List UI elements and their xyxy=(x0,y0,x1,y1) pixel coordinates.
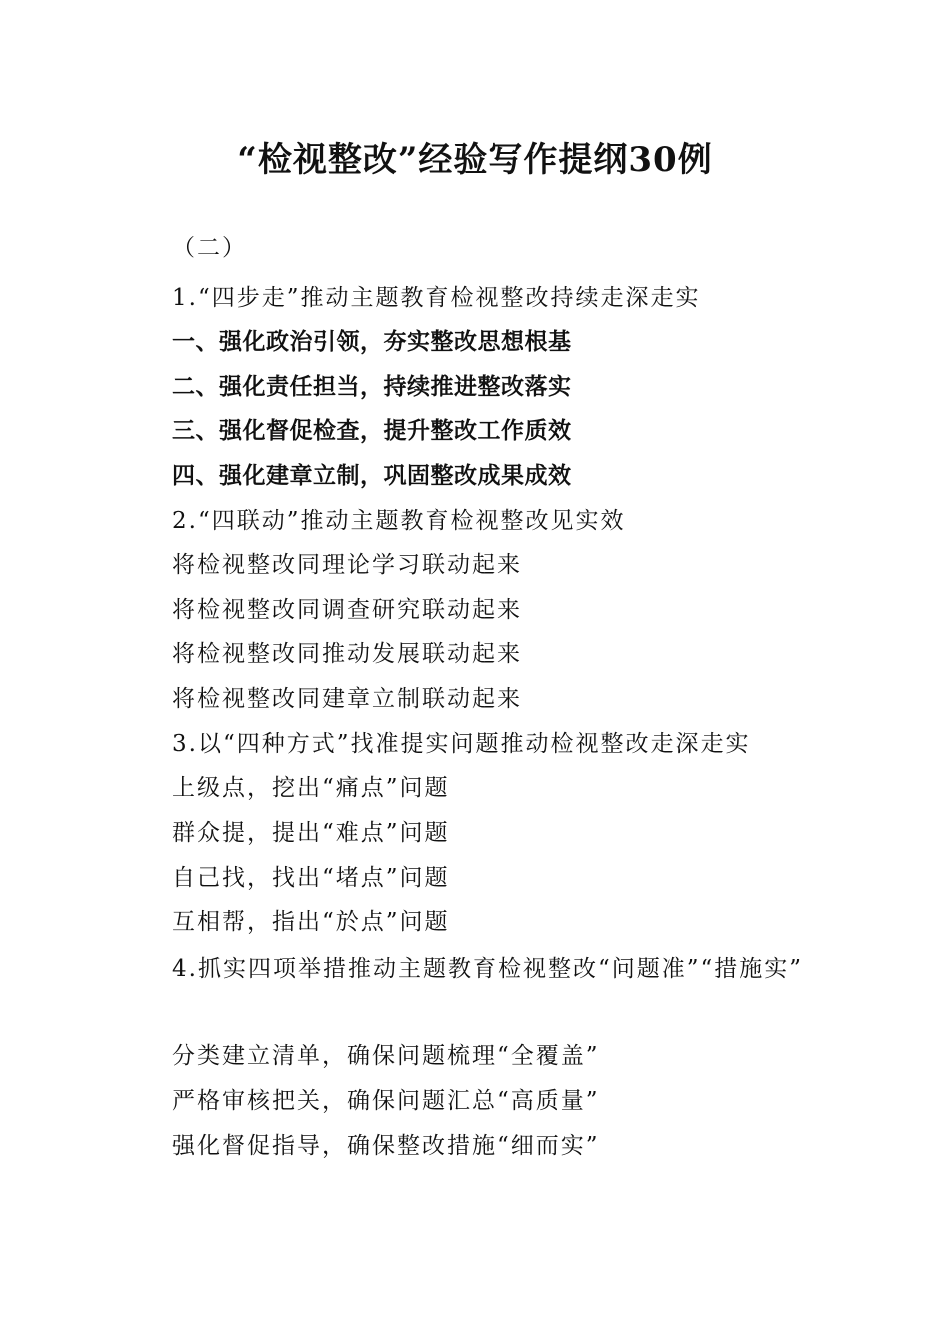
item2-point: 将检视整改同推动发展联动起来 xyxy=(172,641,522,667)
part-label: （二） xyxy=(172,235,247,261)
item4-point: 严格审核把关，确保问题汇总“高质量” xyxy=(172,1088,600,1114)
item1-point: 三、强化督促检查，提升整改工作质效 xyxy=(172,418,572,444)
item1-point: 二、强化责任担当，持续推进整改落实 xyxy=(172,374,572,400)
document-title: “检视整改”经验写作提纲30例 xyxy=(237,140,713,180)
item2-point: 将检视整改同调查研究联动起来 xyxy=(172,597,522,623)
item4-point: 分类建立清单，确保问题梳理“全覆盖” xyxy=(172,1043,600,1069)
item1-heading: 1.“四步走”推动主题教育检视整改持续走深走实 xyxy=(172,285,701,311)
item2-heading: 2.“四联动”推动主题教育检视整改见实效 xyxy=(172,508,626,534)
item2-point: 将检视整改同建章立制联动起来 xyxy=(172,686,522,712)
item3-heading: 3.以“四种方式”找准提实问题推动检视整改走深走实 xyxy=(172,731,751,757)
item2-point: 将检视整改同理论学习联动起来 xyxy=(172,552,522,578)
item3-point: 互相帮，指出“於点”问题 xyxy=(172,909,450,935)
item4-point: 强化督促指导，确保整改措施“细而实” xyxy=(172,1133,600,1159)
item3-point: 上级点，挖出“痛点”问题 xyxy=(172,775,450,801)
item1-point: 四、强化建章立制，巩固整改成果成效 xyxy=(172,463,572,489)
item1-point: 一、强化政治引领，夯实整改思想根基 xyxy=(172,329,572,355)
item3-point: 群众提，提出“难点”问题 xyxy=(172,820,450,846)
item3-point: 自己找，找出“堵点”问题 xyxy=(172,865,450,891)
item4-heading: 4.抓实四项举措推动主题教育检视整改“问题准”“措施实” xyxy=(172,956,803,982)
